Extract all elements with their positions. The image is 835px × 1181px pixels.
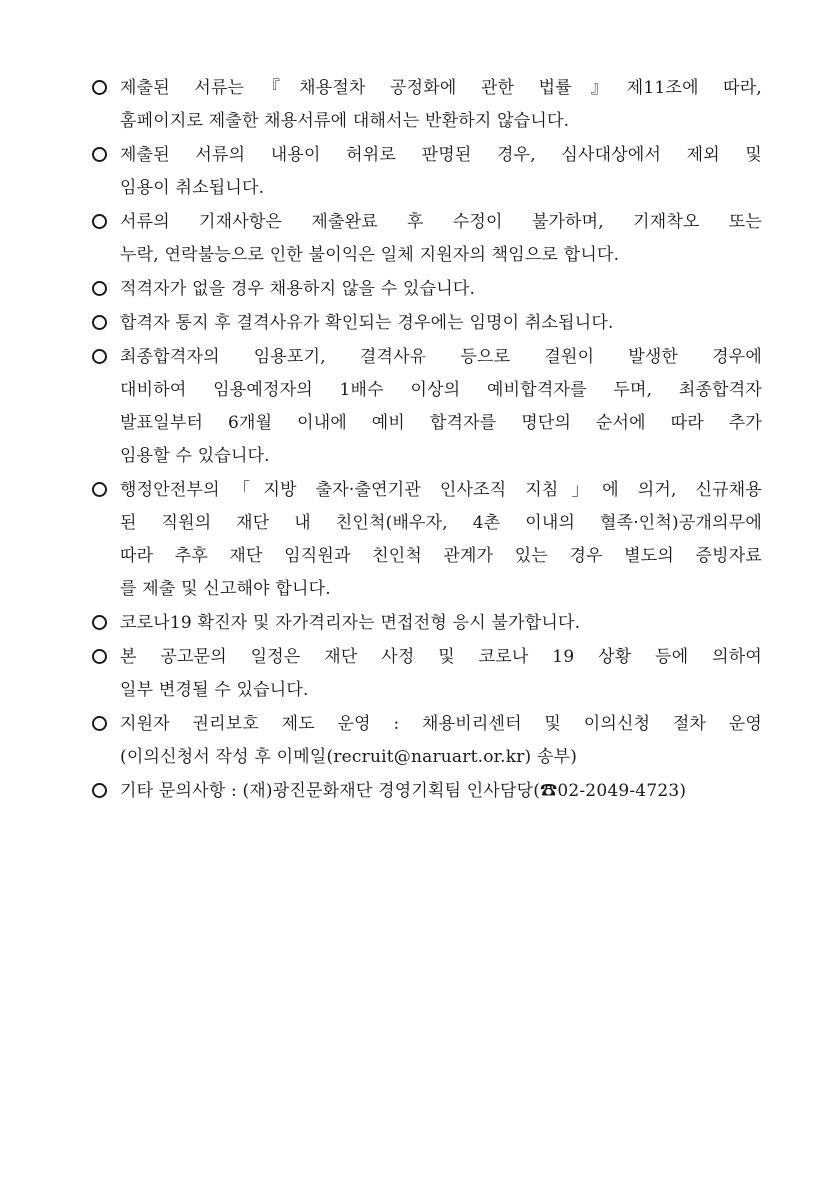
notice-item-schedule-change bbox=[92, 641, 762, 707]
notice-line: 행정안전부의「지방 출자·출연기관 인사조직 지침」에 의거, 신규채용 bbox=[120, 480, 762, 500]
notice-line: 된 직원의 재단 내 친인척(배우자, 4촌 이내의 혈족·인척)공개의무에 bbox=[120, 513, 762, 533]
notice-line: 일부 변경될 수 있습니다. bbox=[120, 680, 309, 700]
circle-bullet-icon bbox=[92, 281, 107, 296]
notice-item-false-document bbox=[92, 139, 762, 205]
notice-line: 임용이 취소됩니다. bbox=[120, 178, 265, 198]
notice-line: 합격자 통지 후 결격사유가 확인되는 경우에는 임명이 취소됩니다. bbox=[120, 313, 614, 333]
notice-line: 제출된 서류의 내용이 허위로 판명된 경우, 심사대상에서 제외 및 bbox=[120, 145, 762, 165]
circle-bullet-icon bbox=[92, 783, 107, 798]
notice-item-no-qualified bbox=[92, 273, 762, 306]
notice-line: 최종합격자의 임용포기, 결격사유 등으로 결원이 발생한 경우에 bbox=[120, 347, 762, 367]
notice-item-reserve-candidates bbox=[92, 341, 762, 473]
circle-bullet-icon bbox=[92, 349, 107, 364]
circle-bullet-icon bbox=[92, 615, 107, 630]
notice-item-contact bbox=[92, 775, 762, 808]
notice-line: 기타 문의사항 : (재)광진문화재단 경영기획팀 인사담당(☎02-2049-4723) bbox=[120, 781, 687, 801]
notice-line: 적격자가 없을 경우 채용하지 않을 수 있습니다. bbox=[120, 279, 476, 299]
notice-line: 따라 추후 재단 임직원과 친인척 관계가 있는 경우 별도의 증빙자료 bbox=[120, 546, 762, 566]
notice-line: 대비하여 임용예정자의 1배수 이상의 예비합격자를 두며, 최종합격자 bbox=[120, 380, 762, 400]
notice-line: 임용할 수 있습니다. bbox=[120, 446, 270, 466]
circle-bullet-icon bbox=[92, 214, 107, 229]
notice-line: 서류의 기재사항은 제출완료 후 수정이 불가하며, 기재착오 또는 bbox=[120, 212, 762, 232]
notice-line: 누락, 연락불능으로 인한 불이익은 일체 지원자의 책임으로 합니다. bbox=[120, 245, 620, 265]
notice-item-document-return bbox=[92, 72, 762, 138]
notice-line: 발표일부터 6개월 이내에 예비 합격자를 명단의 순서에 따라 추가 bbox=[120, 413, 762, 433]
notice-line: (이의신청서 작성 후 이메일(recruit@naruart.or.kr) 송부) bbox=[120, 747, 578, 767]
notice-line: 를 제출 및 신고해야 합니다. bbox=[120, 579, 331, 599]
notice-line: 코로나19 확진자 및 자가격리자는 면접전형 응시 불가합니다. bbox=[120, 613, 581, 633]
notice-item-relative-disclosure bbox=[92, 474, 762, 606]
notice-line: 홈페이지로 제출한 채용서류에 대해서는 반환하지 않습니다. bbox=[120, 111, 570, 131]
notice-line: 지원자 권리보호 제도 운영 : 채용비리센터 및 이의신청 절차 운영 bbox=[120, 714, 762, 734]
circle-bullet-icon bbox=[92, 80, 107, 95]
notice-item-entry-correction bbox=[92, 206, 762, 272]
circle-bullet-icon bbox=[92, 147, 107, 162]
notice-item-rights-protection bbox=[92, 708, 762, 774]
circle-bullet-icon bbox=[92, 315, 107, 330]
circle-bullet-icon bbox=[92, 649, 107, 664]
notice-list bbox=[92, 72, 762, 809]
notice-item-disqualification bbox=[92, 307, 762, 340]
notice-line: 본 공고문의 일정은 재단 사정 및 코로나 19 상황 등에 의하여 bbox=[120, 647, 762, 667]
notice-item-covid-interview bbox=[92, 607, 762, 640]
notice-line: 제출된 서류는『채용절차 공정화에 관한 법률』제11조에 따라, bbox=[120, 78, 762, 98]
circle-bullet-icon bbox=[92, 716, 107, 731]
circle-bullet-icon bbox=[92, 482, 107, 497]
